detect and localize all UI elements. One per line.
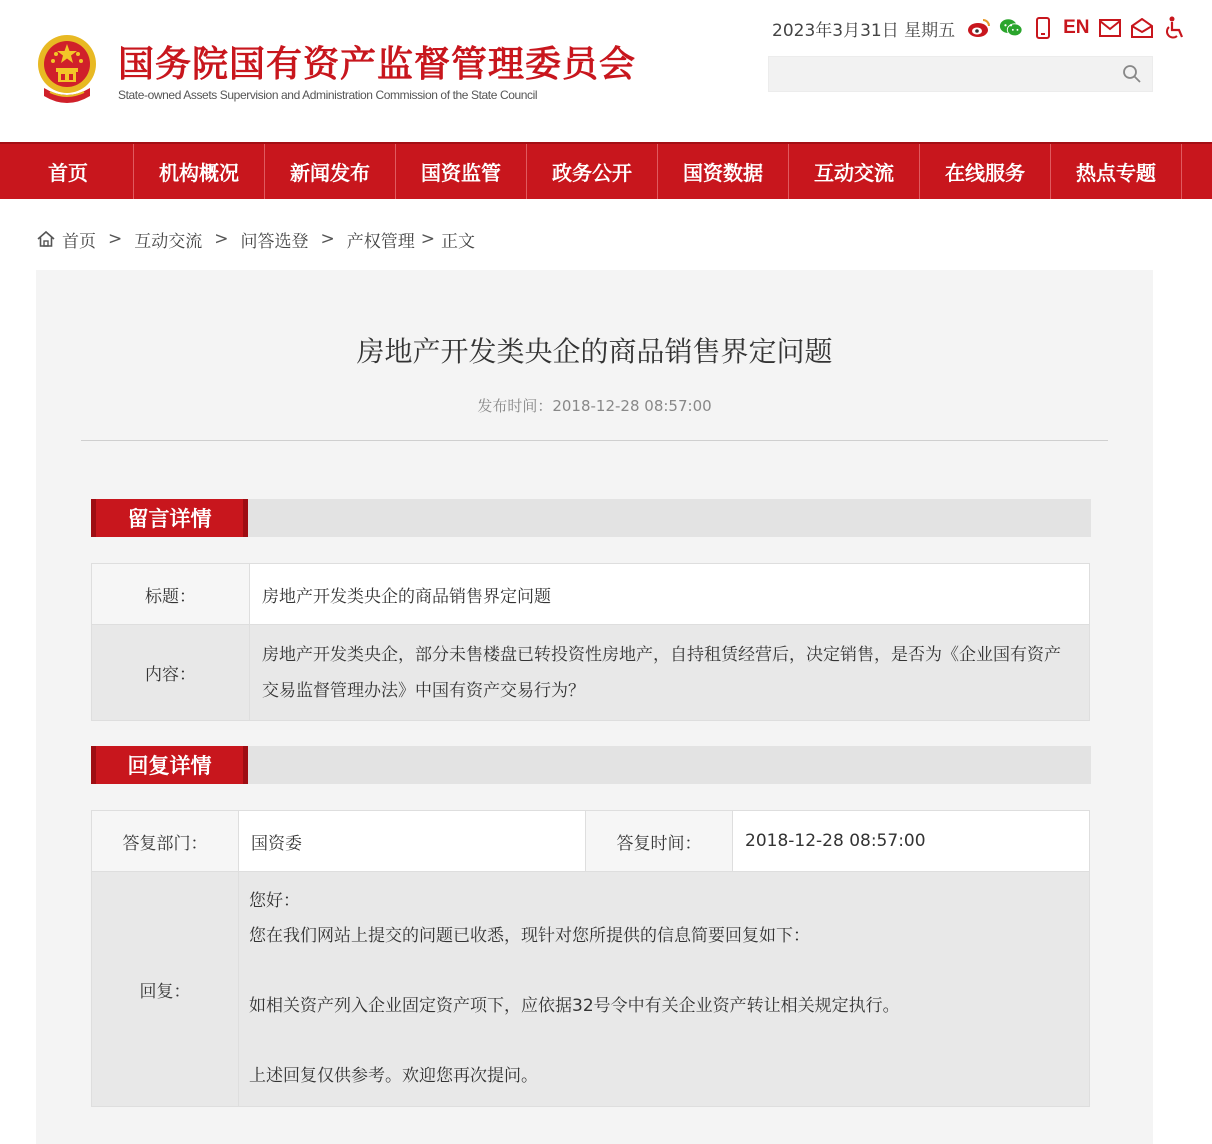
nav-item-home[interactable]: 首页: [3, 144, 134, 199]
search-box: [768, 56, 1153, 92]
reply-line: 上述回复仅供参考。欢迎您再次提问。: [249, 1066, 538, 1086]
nav-item-supervision[interactable]: 国资监管: [396, 144, 527, 199]
article-title: 房地产开发类央企的商品销售界定问题: [356, 335, 833, 368]
reply-line: [249, 1024, 1079, 1059]
breadcrumb-separator: >: [108, 229, 123, 249]
nav-item-interaction[interactable]: 互动交流: [789, 144, 920, 199]
national-emblem-icon[interactable]: [36, 30, 98, 106]
wechat-icon[interactable]: [999, 16, 1023, 40]
nav-item-about[interactable]: 机构概况: [134, 144, 265, 199]
reply-body: [239, 872, 1090, 1107]
english-link[interactable]: EN: [1063, 17, 1090, 38]
nav-item-government-affairs[interactable]: 政务公开: [527, 144, 658, 199]
message-section-header: [91, 499, 1091, 537]
nav-item-data[interactable]: 国资数据: [658, 144, 789, 199]
breadcrumb-separator: >: [320, 229, 335, 249]
site-title[interactable]: 国务院国有资产监督管理委员会: [118, 44, 637, 85]
current-date: 2023年3月31日 星期五: [772, 20, 956, 41]
nav-item-online-services[interactable]: 在线服务: [920, 144, 1051, 199]
title-divider: [81, 440, 1108, 441]
message-section-heading: 留言详情: [91, 499, 248, 537]
reply-section-header: [91, 746, 1091, 784]
nav-item-topics[interactable]: 热点专题: [1051, 144, 1182, 199]
reply-time-label: 答复时间：: [586, 811, 733, 872]
reply-label: 回复：: [92, 872, 239, 1107]
reply-line: 您好：: [249, 891, 300, 911]
breadcrumb-qa[interactable]: 问答选登: [240, 231, 309, 252]
breadcrumb-home[interactable]: 首页: [62, 231, 96, 252]
message-content-value: 房地产开发类央企，部分未售楼盘已转投资性房地产，自持租赁经营后，决定销售，是否为《企业国有资产交易监督管理办法》中国有资产交易行为？: [250, 625, 1090, 721]
reply-dept-label: 答复部门：: [92, 811, 239, 872]
breadcrumb-separator: >: [214, 229, 229, 249]
search-icon[interactable]: [1122, 64, 1142, 84]
breadcrumb-separator: >: [420, 229, 435, 249]
reply-section-heading: 回复详情: [91, 746, 248, 784]
breadcrumb-interaction[interactable]: 互动交流: [134, 231, 203, 252]
accessibility-icon[interactable]: [1162, 16, 1186, 40]
weibo-icon[interactable]: [967, 16, 991, 40]
site-header: [0, 0, 1212, 142]
reply-time-value: 2018-12-28 08:57:00: [733, 811, 1090, 872]
open-mail-icon[interactable]: [1130, 16, 1154, 40]
site-subtitle: State-owned Assets Supervision and Administration Commission of the State Council: [118, 88, 538, 102]
breadcrumb-current: 正文: [441, 231, 475, 252]
message-title-label: 标题：: [92, 564, 250, 625]
publish-time: 发布时间：2018-12-28 08:57:00: [477, 397, 712, 415]
mobile-icon[interactable]: [1031, 16, 1055, 40]
message-content-label: 内容：: [92, 625, 250, 721]
message-title-value: 房地产开发类央企的商品销售界定问题: [250, 564, 1090, 625]
breadcrumb-property-rights[interactable]: 产权管理: [346, 231, 415, 252]
main-nav: [0, 142, 1212, 199]
reply-dept-value: 国资委: [239, 811, 586, 872]
reply-line: 您在我们网站上提交的问题已收悉，现针对您所提供的信息简要回复如下：: [249, 926, 810, 946]
mail-icon[interactable]: [1098, 16, 1122, 40]
nav-item-news[interactable]: 新闻发布: [265, 144, 396, 199]
breadcrumb: [36, 226, 475, 252]
home-icon: [36, 229, 56, 249]
search-input[interactable]: [769, 57, 1099, 91]
reply-table: [91, 810, 1090, 1107]
reply-line: 如相关资产列入企业固定资产项下，应依据32号令中有关企业资产转让相关规定执行。: [249, 996, 900, 1016]
reply-line: [249, 954, 1079, 989]
top-utility-bar: [772, 14, 1186, 42]
message-table: [91, 563, 1090, 721]
